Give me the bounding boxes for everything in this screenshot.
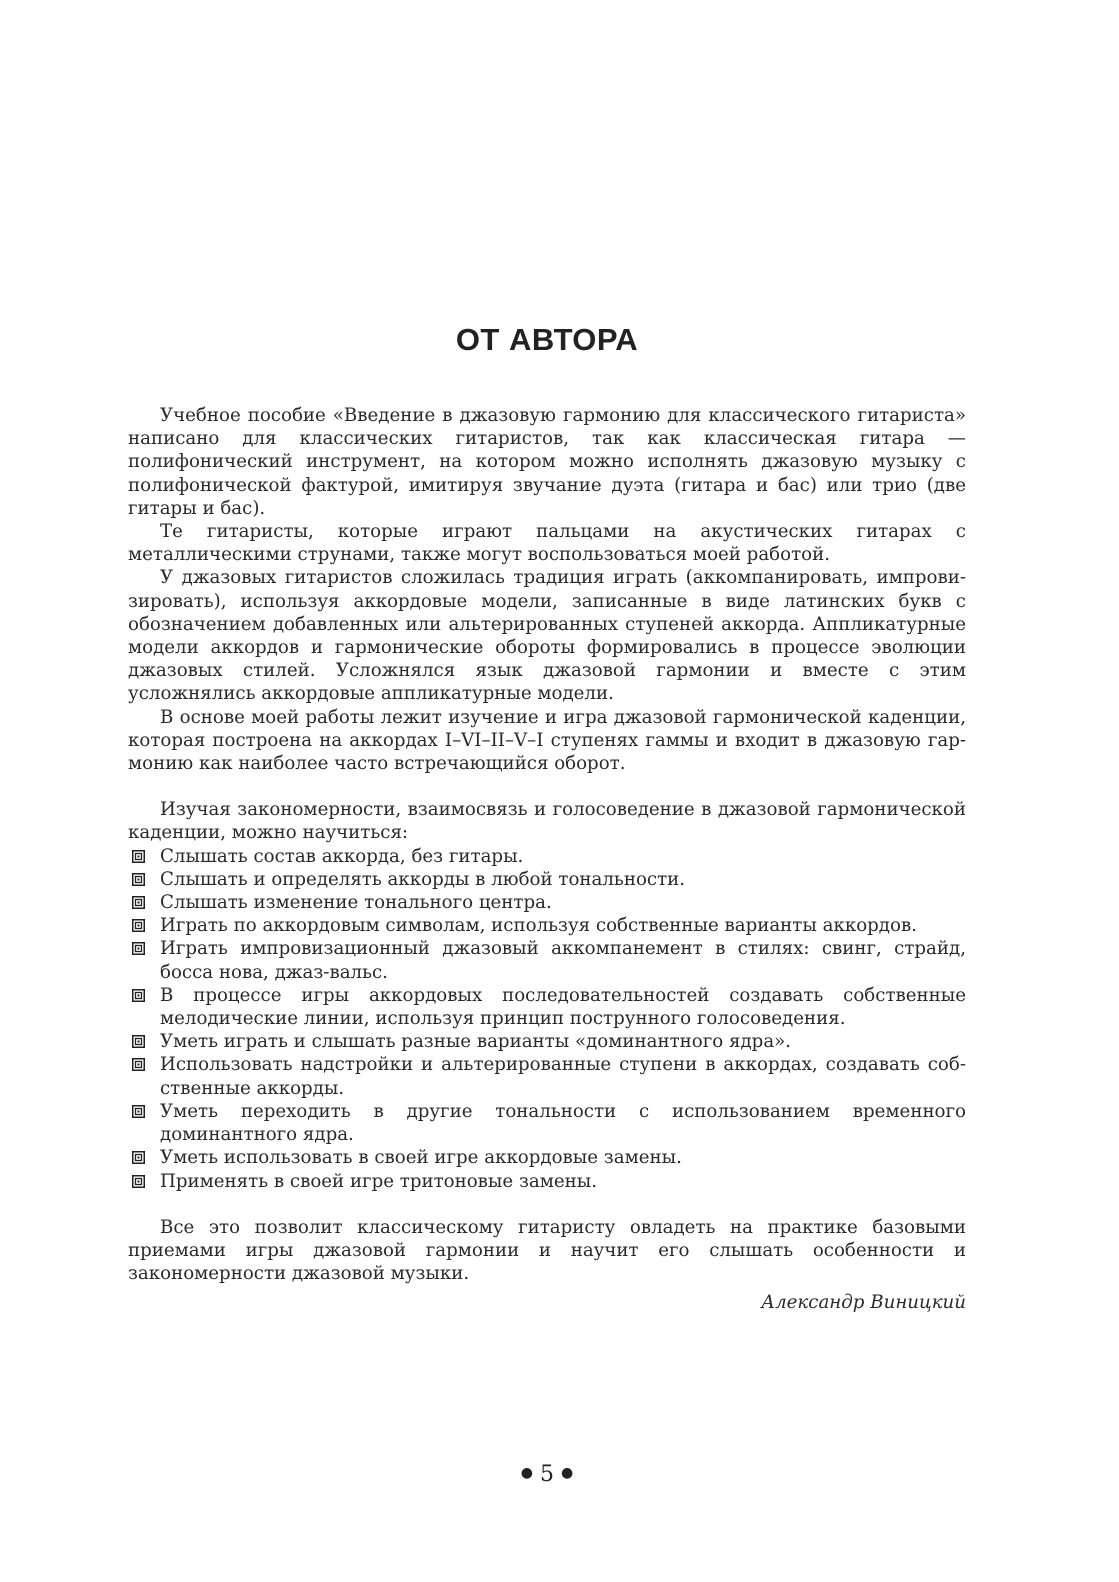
document-page bbox=[128, 0, 966, 1582]
square-bullet-icon bbox=[132, 873, 145, 886]
square-bullet-icon bbox=[132, 942, 145, 955]
paragraph-1: Учебное пособие «Введение в джазовую гармонию для классического гитариста» написано для классических гитаристов, так как классическая гитара — полифонический инструмент, на котором можно исполнять джазовую музыку с полифонической фактурой, имитируя звучание дуэта (гитара и бас) или трио (две гитары и бас). bbox=[128, 405, 966, 519]
list-item bbox=[128, 1053, 966, 1099]
list-item bbox=[128, 1146, 966, 1169]
page-number bbox=[128, 1462, 966, 1487]
list-item-text: Уметь играть и слышать разные варианты «доминантного ядра». bbox=[160, 1031, 792, 1053]
body-text bbox=[128, 404, 966, 1315]
closing-paragraph: Все это позволит классическому гитаристу овладеть на практике базовыми приемами игры джазовой гармонии и научит его слышать особенности и закономерности джазовой музыки. bbox=[128, 1216, 966, 1285]
bullet-dot-icon: ● bbox=[561, 1465, 574, 1481]
list-item-text: Слышать и определять аккорды в любой тональности. bbox=[160, 868, 686, 890]
list-item-text: Уметь использовать в своей игре аккордовые замены. bbox=[160, 1147, 682, 1169]
paragraph-3: У джазовых гитаристов сложилась традиция играть (аккомпанировать, импровизировать), используя аккордовые модели, записанные в виде латинских букв с обозначением добавленных или альтерированных ступеней аккорда. Аппликатурные модели аккордов и гармонические обороты формировались в процессе эволюции джазовых стилей. Усложнялся язык джазовой гармонии и вместе с этим усложнялись аккордовые аппликатурные модели. bbox=[128, 567, 966, 705]
square-bullet-icon bbox=[132, 1105, 145, 1118]
list-item bbox=[128, 984, 966, 1030]
spacer bbox=[128, 775, 966, 798]
square-bullet-icon bbox=[132, 1058, 145, 1071]
square-bullet-icon bbox=[132, 989, 145, 1002]
list-item bbox=[128, 1100, 966, 1146]
list-item-text: Уметь переходить в другие тональности с использованием временного доминантного ядра. bbox=[160, 1100, 966, 1146]
list-item-text: Использовать надстройки и альтерированные ступени в аккордах, создавать собственные аккорды. bbox=[160, 1054, 966, 1099]
square-bullet-icon bbox=[132, 1175, 145, 1188]
list-item-text: Слышать изменение тонального центра. bbox=[160, 892, 552, 914]
list-item bbox=[128, 914, 966, 937]
list-item bbox=[128, 891, 966, 914]
square-bullet-icon bbox=[132, 850, 145, 863]
list-intro: Изучая закономерности, взаимосвязь и голосоведение в джазовой гармонической каденции, можно научиться: bbox=[128, 799, 966, 844]
page-title: ОТ АВТОРА bbox=[455, 322, 639, 357]
list-item bbox=[128, 845, 966, 868]
list-item bbox=[128, 1170, 966, 1193]
author-signature: Александр Виницкий bbox=[761, 1292, 966, 1314]
paragraph-2: Те гитаристы, которые играют пальцами на акустических гитарах с металлическими струнами, также могут воспользоваться моей работой. bbox=[128, 521, 966, 566]
square-bullet-icon bbox=[132, 919, 145, 932]
page-number-value: 5 bbox=[540, 1462, 554, 1487]
square-bullet-icon bbox=[132, 1151, 145, 1164]
square-bullet-icon bbox=[132, 896, 145, 909]
list-item bbox=[128, 1030, 966, 1053]
list-item-text: Применять в своей игре тритоновые замены. bbox=[160, 1170, 597, 1192]
paragraph-4: В основе моей работы лежит изучение и игра джазовой гармонической каденции, которая построена на аккордах I–VI–II–V–I ступенях гаммы и входит в джазовую гармонию как наиболее часто встречающийся оборот. bbox=[128, 706, 966, 775]
list-item-text: Играть по аккордовым символам, используя собственные варианты аккордов. bbox=[160, 915, 917, 937]
list-item-text: Играть импровизационный джазовый аккомпанемент в стилях: свинг, страйд, босса нова, джаз-вальс. bbox=[160, 938, 966, 983]
spacer bbox=[128, 1193, 966, 1216]
skills-list bbox=[128, 845, 966, 1193]
list-item bbox=[128, 868, 966, 891]
list-item-text: Слышать состав аккорда, без гитары. bbox=[160, 845, 524, 867]
square-bullet-icon bbox=[132, 1035, 145, 1048]
bullet-dot-icon: ● bbox=[520, 1465, 533, 1481]
list-item bbox=[128, 937, 966, 983]
list-item-text: В процессе игры аккордовых последовательностей создавать собственные мелодические линии, используя принцип пострунного голосоведения. bbox=[160, 984, 966, 1030]
